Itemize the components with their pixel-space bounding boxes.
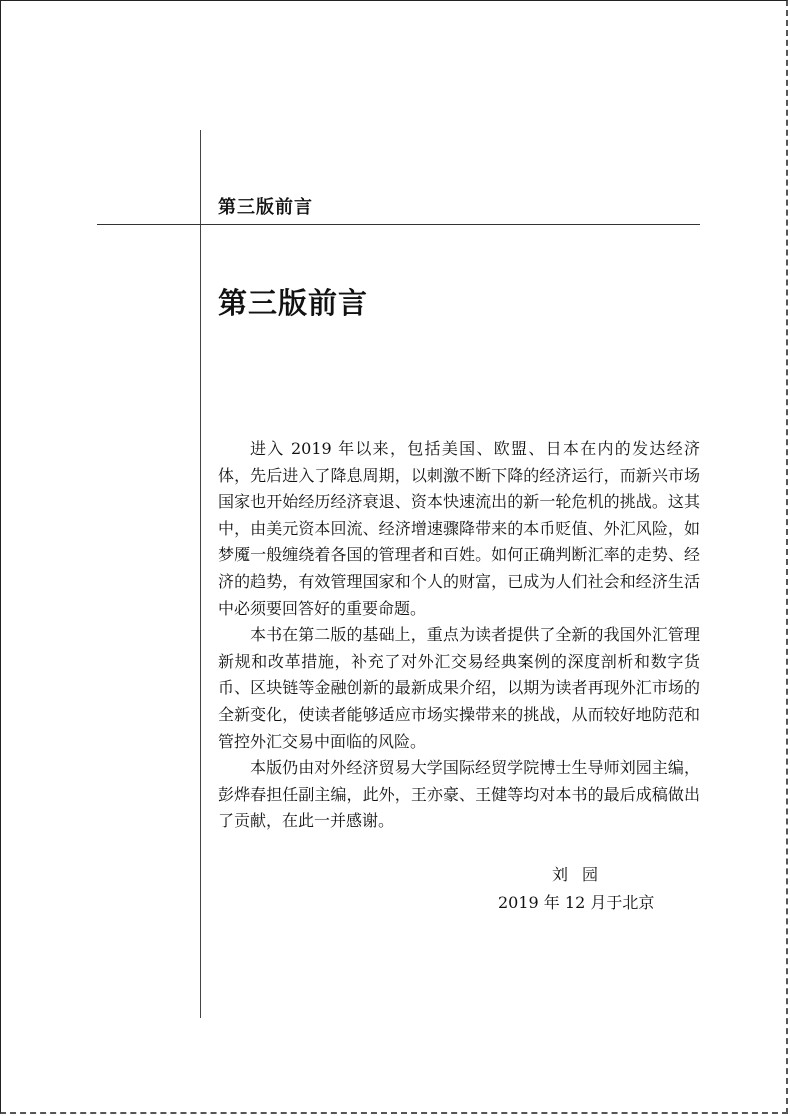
paragraph-1: 进入 2019 年以来，包括美国、欧盟、日本在内的发达经济体，先后进入了降息周期，以刺激不断下降的经济运行，而新兴市场国家也开始经历经济衰退、资本快速流出的新一轮危机的挑战。这其中，由美元资本回流、经济增速骤降带来的本币贬值、外汇风险，如梦魇一般缠绕着各国的管理者和百姓。如何正确判断汇率的走势、经济的趋势，有效管理国家和个人的财富，已成为人们社会和经济生活中必须要回答好的重要命题。: [218, 439, 700, 618]
paragraph-2: 本书在第二版的基础上，重点为读者提供了全新的我国外汇管理新规和改革措施，补充了对外汇交易经典案例的深度剖析和数字货币、区块链等金融创新的最新成果介绍，以期为读者再现外汇市场的全新变化，使读者能够适应市场实操带来的挑战，从而较好地防范和管控外汇交易中面临的风险。: [218, 625, 700, 751]
date-place: 2019 年 12 月于北京: [498, 893, 655, 912]
running-header: 第三版前言: [218, 197, 313, 218]
author-name: 刘园: [552, 865, 613, 884]
margin-rule: [200, 130, 201, 1018]
body-text: [218, 436, 700, 835]
header-divider: [97, 224, 700, 225]
paragraph-3: 本版仍由对外经济贸易大学国际经贸学院博士生导师刘园主编，彭烨春担任副主编，此外，王亦豪、王健等均对本书的最后成稿做出了贡献，在此一并感谢。: [218, 758, 700, 831]
chapter-title: 第三版前言: [218, 286, 369, 320]
